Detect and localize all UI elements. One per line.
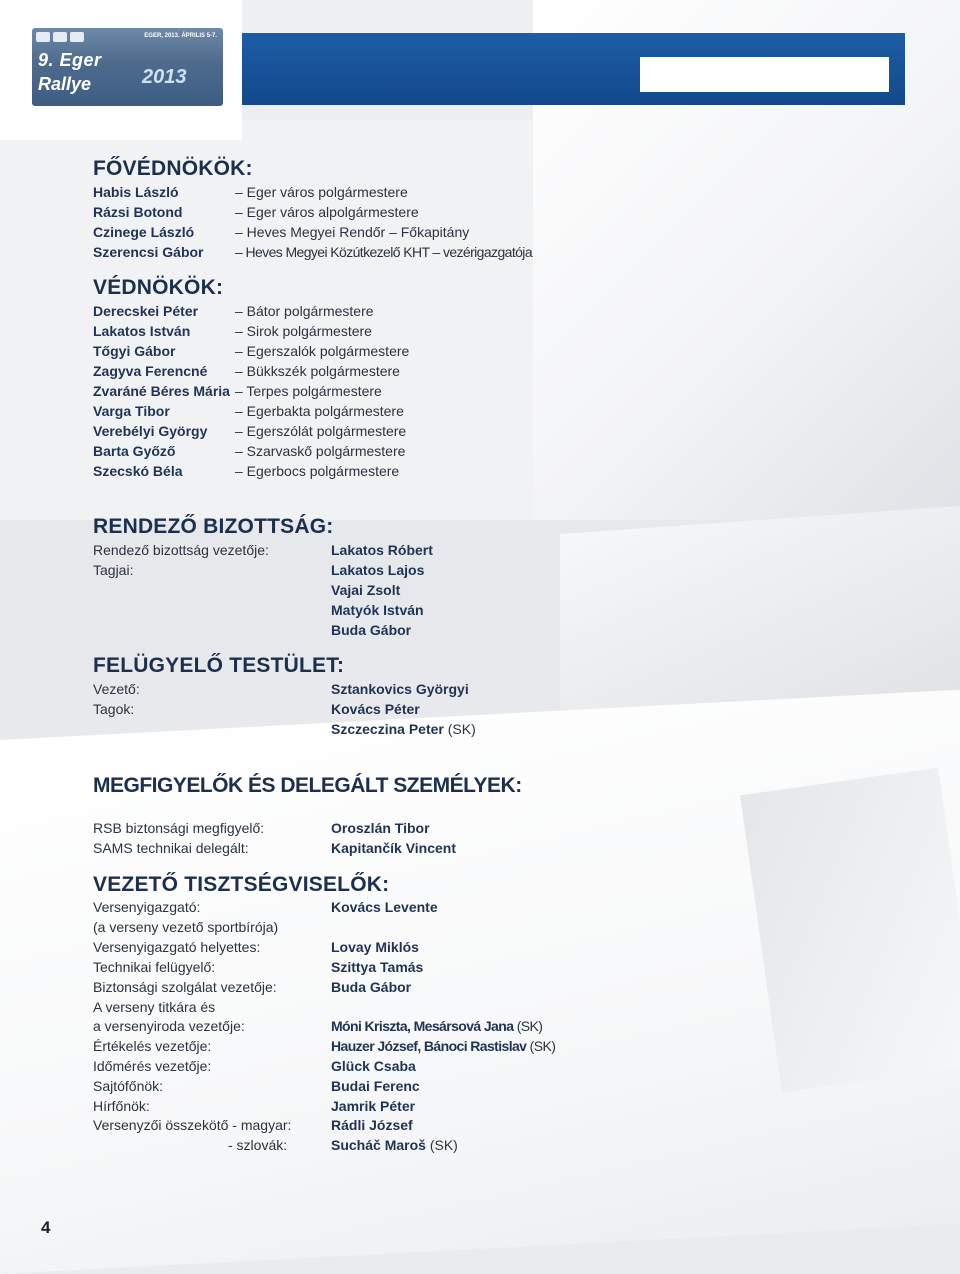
- person-name-text: Szczeczina Peter: [331, 721, 444, 737]
- person-name: Lakatos Róbert: [331, 542, 433, 558]
- person-name: Rádli József: [331, 1117, 413, 1133]
- person-name: Sztankovics Györgyi: [331, 681, 469, 697]
- person-name: [331, 1137, 458, 1153]
- role-label: Versenyzői összekötő - magyar:: [93, 1117, 292, 1133]
- person-role: – Heves Megyei Rendőr – Főkapitány: [235, 224, 470, 240]
- person-role: – Sirok polgármestere: [235, 323, 372, 339]
- person-name: Derecskei Péter: [93, 303, 199, 319]
- logo-year: 2013: [142, 66, 187, 88]
- role-label: SAMS technikai delegált:: [93, 840, 249, 856]
- person-name: Zagyva Ferencné: [93, 363, 208, 379]
- person-name: Buda Gábor: [331, 979, 412, 995]
- page-number: 4: [41, 1218, 51, 1237]
- country-note: (SK): [529, 1038, 556, 1054]
- rally-logo: [32, 28, 223, 106]
- person-name: Kapitančík Vincent: [331, 840, 457, 856]
- person-name: Oroszlán Tibor: [331, 820, 430, 836]
- role-label: Értékelés vezetője:: [93, 1038, 212, 1054]
- role-label: Vezető:: [93, 681, 140, 697]
- person-name: Czinege László: [93, 224, 195, 240]
- country-note: (SK): [447, 721, 476, 737]
- person-role: – Egerbakta polgármestere: [235, 403, 404, 419]
- person-name: Szerencsi Gábor: [93, 244, 204, 260]
- person-name: Lovay Miklós: [331, 939, 419, 955]
- role-label: a versenyiroda vezetője:: [93, 1018, 245, 1034]
- person-name-text: Hauzer József, Bánoci Rastislav: [331, 1038, 527, 1054]
- country-note: (SK): [429, 1137, 458, 1153]
- person-name: Barta Győző: [93, 443, 176, 459]
- country-note: (SK): [516, 1018, 543, 1034]
- person-role: – Bátor polgármestere: [235, 303, 374, 319]
- role-label: Versenyigazgató:: [93, 899, 201, 915]
- person-name: Varga Tibor: [93, 403, 170, 419]
- person-name: Verebélyi György: [93, 423, 208, 439]
- section-heading-vezeto: VEZETŐ TISZTSÉGVISELŐK:: [93, 873, 390, 896]
- background-panel: [0, 120, 533, 520]
- person-role: – Bükkszék polgármestere: [235, 363, 400, 379]
- role-label: Hírfőnök:: [93, 1098, 150, 1114]
- person-name: Tőgyi Gábor: [93, 343, 176, 359]
- role-label: Biztonsági szolgálat vezetője:: [93, 979, 277, 995]
- person-role: – Egerszólát polgármestere: [235, 423, 407, 439]
- header-title-box: [640, 57, 889, 92]
- section-heading-felugyelo: FELÜGYELŐ TESTÜLET:: [93, 654, 345, 677]
- person-name: Budai Ferenc: [331, 1078, 420, 1094]
- person-name-text: Sucháč Maroš: [331, 1137, 426, 1153]
- role-label: (a verseny vezető sportbírója): [93, 919, 279, 935]
- person-name: Kovács Levente: [331, 899, 438, 915]
- person-name: Vajai Zsolt: [331, 582, 401, 598]
- person-name: [331, 1018, 542, 1034]
- role-label: Technikai felügyelő:: [93, 959, 216, 975]
- person-name: [331, 1038, 555, 1054]
- person-name: Szecskó Béla: [93, 463, 183, 479]
- role-label: Tagok:: [93, 701, 135, 717]
- person-name-text: Móni Kriszta, Mesársová Jana: [331, 1018, 514, 1034]
- person-name: Buda Gábor: [331, 622, 412, 638]
- logo-date: EGER, 2013. ÁPRILIS 5-7.: [144, 33, 217, 39]
- section-heading-rendezo: RENDEZŐ BIZOTTSÁG:: [93, 515, 334, 538]
- person-role: – Eger város polgármestere: [235, 184, 408, 200]
- section-heading-vednokok: VÉDNÖKÖK:: [93, 276, 224, 299]
- role-label: Tagjai:: [93, 562, 134, 578]
- person-role: – Eger város alpolgármestere: [235, 204, 419, 220]
- person-name: Szittya Tamás: [331, 959, 424, 975]
- person-role: – Heves Megyei Közútkezelő KHT – vezérigazgatója: [235, 244, 533, 260]
- person-role: – Egerszalók polgármestere: [235, 343, 410, 359]
- person-name: Kovács Péter: [331, 701, 420, 717]
- person-role: – Egerbocs polgármestere: [235, 463, 400, 479]
- sponsor-badge-icon: [70, 32, 84, 42]
- person-name: Lakatos Lajos: [331, 562, 425, 578]
- logo-container: [0, 0, 242, 140]
- role-label: Sajtófőnök:: [93, 1078, 164, 1094]
- logo-badges: [36, 32, 84, 42]
- person-name: Jamrik Péter: [331, 1098, 416, 1114]
- person-role: – Terpes polgármestere: [235, 383, 382, 399]
- section-heading-fovednokok: FŐVÉDNÖKÖK:: [93, 157, 253, 180]
- role-label: Versenyigazgató helyettes:: [93, 939, 261, 955]
- role-label: RSB biztonsági megfigyelő:: [93, 820, 265, 836]
- fia-badge-icon: [36, 32, 50, 42]
- role-label: Időmérés vezetője:: [93, 1058, 212, 1074]
- person-name: [331, 721, 476, 737]
- section-heading-megfigyelok: MEGFIGYELŐK ÉS DELEGÁLT SZEMÉLYEK:: [93, 774, 522, 797]
- person-name: Lakatos István: [93, 323, 191, 339]
- person-name: Glück Csaba: [331, 1058, 416, 1074]
- person-name: Habis László: [93, 184, 179, 200]
- person-name: Rázsi Botond: [93, 204, 183, 220]
- logo-title-line1: 9. Eger: [38, 50, 102, 70]
- crest-badge-icon: [53, 32, 67, 42]
- role-label: - szlovák:: [228, 1137, 288, 1153]
- person-name: Matyók István: [331, 602, 424, 618]
- person-name: Zvaráné Béres Mária: [93, 383, 230, 399]
- role-label: Rendező bizottság vezetője:: [93, 542, 269, 558]
- role-label: A verseny titkára és: [93, 999, 216, 1015]
- person-role: – Szarvaskő polgármestere: [235, 443, 406, 459]
- logo-title-line2: Rallye: [38, 74, 92, 94]
